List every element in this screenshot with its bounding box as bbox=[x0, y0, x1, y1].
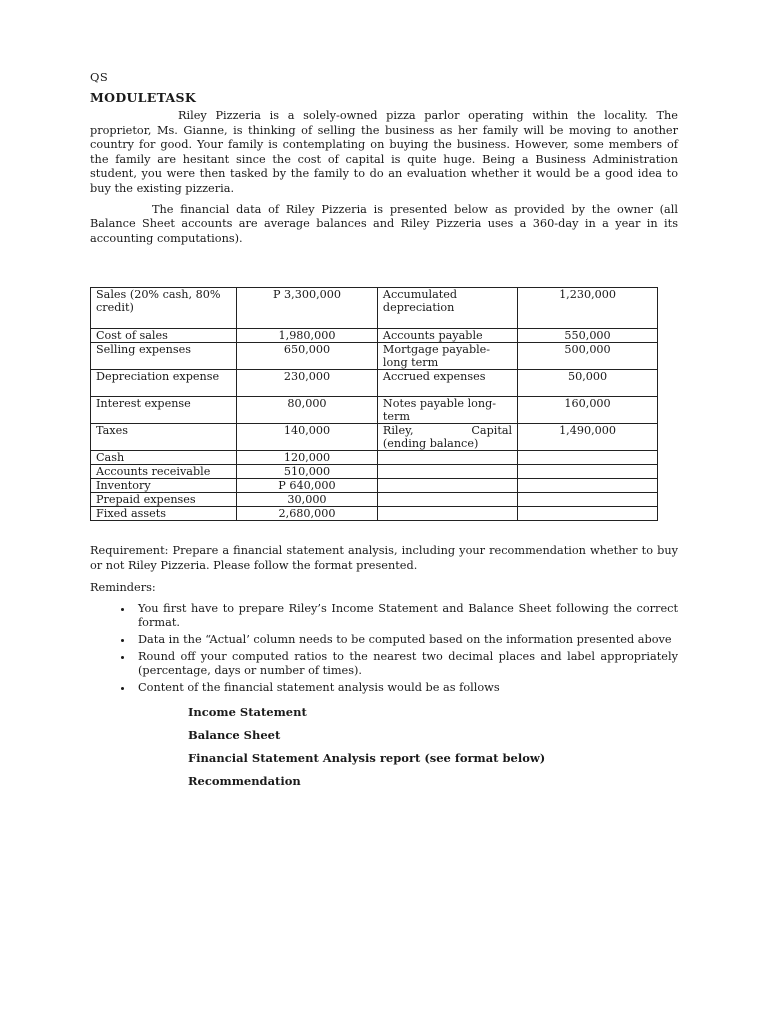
table-cell-label: Prepaid expenses bbox=[91, 493, 237, 507]
table-cell-value: 80,000 bbox=[237, 397, 378, 424]
table-cell-value: 650,000 bbox=[237, 343, 378, 370]
table-cell-label: Fixed assets bbox=[91, 507, 237, 521]
table-cell-label: Selling expenses bbox=[91, 343, 237, 370]
table-cell-label bbox=[377, 424, 517, 451]
table-cell-empty bbox=[377, 479, 517, 493]
list-item: • You first have to prepare Riley’s Income Statement and Balance Sheet following the correct format. bbox=[134, 602, 678, 631]
table-cell-value: 1,230,000 bbox=[518, 288, 658, 329]
table-cell-value: 140,000 bbox=[237, 424, 378, 451]
table-cell-empty bbox=[518, 451, 658, 465]
table-cell-label: Sales (20% cash, 80% credit) bbox=[91, 288, 237, 329]
table-cell-empty bbox=[377, 465, 517, 479]
content-item-fsa-report: Financial Statement Analysis report (see format below) bbox=[188, 751, 546, 766]
table-row bbox=[91, 451, 658, 465]
table-cell-label: Notes payable long-term bbox=[377, 397, 517, 424]
table-cell-value: 550,000 bbox=[518, 329, 658, 343]
financial-data-table bbox=[90, 287, 658, 521]
list-item: • Data in the “Actual’ column needs to be computed based on the information presented above bbox=[134, 633, 678, 648]
table-cell-value: 1,490,000 bbox=[518, 424, 658, 451]
requirement-paragraph: Requirement: Prepare a financial statement analysis, including your recommendation whether to buy or not Riley Pizzeria. Please follow the format presented. bbox=[90, 544, 678, 572]
requirements-section bbox=[90, 544, 678, 797]
page-title: MODULETASK bbox=[90, 90, 196, 105]
table-cell-empty bbox=[377, 493, 517, 507]
table-cell-value: P 640,000 bbox=[237, 479, 378, 493]
table-cell-value: 1,980,000 bbox=[237, 329, 378, 343]
table-cell-value: 160,000 bbox=[518, 397, 658, 424]
content-item-recommendation: Recommendation bbox=[188, 774, 301, 789]
table-row bbox=[91, 343, 658, 370]
table-cell-empty bbox=[377, 451, 517, 465]
table-cell-value: 230,000 bbox=[237, 370, 378, 397]
content-item-income-statement: Income Statement bbox=[188, 705, 307, 720]
intro-paragraph-2: The financial data of Riley Pizzeria is presented below as provided by the owner (all Balance Sheet accounts are average balances and Riley Pizzeria uses a 360-day in a year in its accounting computations). bbox=[90, 202, 678, 245]
contents-list bbox=[188, 705, 678, 788]
table-cell-label: Accrued expenses bbox=[377, 370, 517, 397]
table-row bbox=[91, 329, 658, 343]
capital-label-capital: Capital bbox=[471, 424, 513, 437]
table-cell-label: Interest expense bbox=[91, 397, 237, 424]
table-cell-empty bbox=[518, 507, 658, 521]
capital-label-line bbox=[383, 424, 512, 437]
table-cell-label: Taxes bbox=[91, 424, 237, 451]
qs-label: QS bbox=[90, 70, 109, 84]
table-cell-label: Accounts receivable bbox=[91, 465, 237, 479]
table-row bbox=[91, 288, 658, 329]
table-cell-empty bbox=[377, 507, 517, 521]
table-cell-label: Cost of sales bbox=[91, 329, 237, 343]
table-cell-label: Accounts payable bbox=[377, 329, 517, 343]
table-cell-empty bbox=[518, 493, 658, 507]
table-cell-empty bbox=[518, 479, 658, 493]
table-row bbox=[91, 465, 658, 479]
list-item: • Round off your computed ratios to the nearest two decimal places and label appropriately (percentage, days or number of times). bbox=[134, 650, 678, 679]
table-cell-value: 500,000 bbox=[518, 343, 658, 370]
table-cell-value: 120,000 bbox=[237, 451, 378, 465]
document-page bbox=[90, 70, 678, 789]
table-row bbox=[91, 493, 658, 507]
table-cell-value: 30,000 bbox=[237, 493, 378, 507]
table-cell-value: P 3,300,000 bbox=[237, 288, 378, 329]
list-item: • Content of the financial statement analysis would be as follows bbox=[134, 681, 678, 696]
capital-label-ending: (ending balance) bbox=[382, 437, 479, 450]
table-cell-label: Inventory bbox=[91, 479, 237, 493]
table-cell-value: 2,680,000 bbox=[237, 507, 378, 521]
table-row bbox=[91, 370, 658, 397]
intro-paragraph-1: Riley Pizzeria is a solely-owned pizza parlor operating within the locality. The proprietor, Ms. Gianne, is thinking of selling the business as her family will be moving to another country for good. Your family is contemplating on buying the business. However, some members of the family are hesitant since the cost of capital is quite huge. Being a Business Administration student, you were then tasked by the family to do an evaluation whether it would be a good idea to buy the existing pizzeria. bbox=[90, 109, 678, 195]
content-item-balance-sheet: Balance Sheet bbox=[188, 728, 281, 743]
table-cell-value: 510,000 bbox=[237, 465, 378, 479]
table-row bbox=[91, 424, 658, 451]
table-row bbox=[91, 479, 658, 493]
table-row bbox=[91, 507, 658, 521]
table-cell-empty bbox=[518, 465, 658, 479]
reminders-list bbox=[90, 602, 678, 696]
table-row bbox=[91, 397, 658, 424]
reminders-heading: Reminders: bbox=[90, 581, 156, 595]
table-cell-label: Depreciation expense bbox=[91, 370, 237, 397]
table-cell-value: 50,000 bbox=[518, 370, 658, 397]
table-cell-label: Mortgage payable-long term bbox=[377, 343, 517, 370]
capital-label-riley: Riley, bbox=[382, 424, 414, 437]
table-cell-label: Cash bbox=[91, 451, 237, 465]
table-cell-label: Accumulated depreciation bbox=[377, 288, 517, 329]
